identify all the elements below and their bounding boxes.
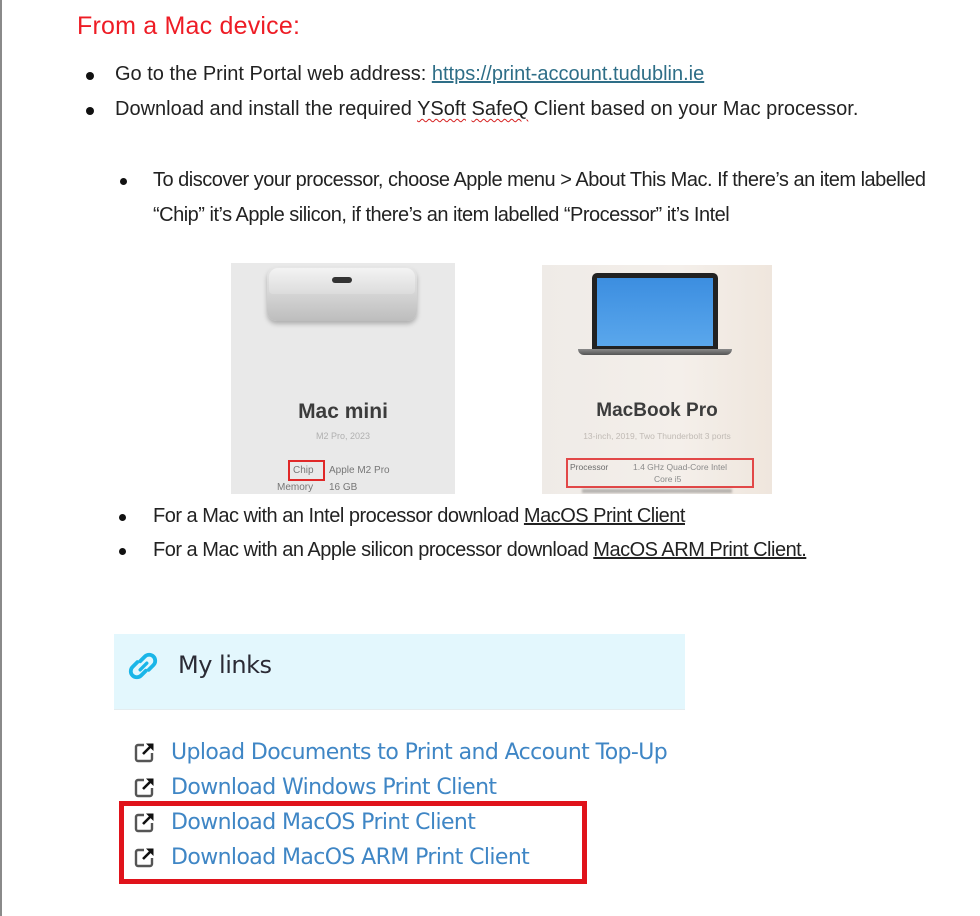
bullet-text: Client based on your Mac processor.: [528, 98, 859, 120]
memory-label: Memory: [277, 482, 314, 493]
sub-bullet-dot: [120, 178, 127, 185]
my-links-header: [114, 634, 685, 710]
mac-mini-title: Mac mini: [298, 400, 388, 423]
apple-logo-icon: [332, 277, 352, 283]
macbook-image: [592, 273, 718, 349]
processor-label: Processor: [570, 462, 609, 472]
bullet-text: For a Mac with an Apple silicon processor download: [153, 539, 594, 561]
memory-value: 16 GB: [329, 482, 358, 493]
bullet-install-client: [115, 93, 895, 126]
link-upload-documents[interactable]: [134, 736, 667, 768]
bullet-text: Go to the Print Portal web address:: [115, 63, 432, 85]
sub-bullet-dot: [119, 548, 126, 555]
mac-mini-about-screenshot: [231, 263, 455, 494]
processor-value-line2: Core i5: [654, 474, 682, 484]
sub-bullet-discover-processor: To discover your processor, choose Apple menu > About This Mac. If there’s an item labelled “Chip” it’s Apple silicon, if there’s an item labelled “Processor” it’s Intel: [153, 169, 926, 226]
mac-mini-subtitle: M2 Pro, 2023: [315, 431, 371, 441]
spellcheck-word-ysoft: YSoft: [417, 98, 466, 120]
macbook-pro-title: MacBook Pro: [596, 400, 718, 421]
mac-mini-image: [267, 267, 417, 321]
sub-bullet-intel: [153, 500, 685, 532]
chip-highlight-box: [288, 460, 325, 481]
bullet-text: Download and install the required: [115, 98, 418, 120]
bullet-dot: [86, 72, 94, 80]
bullet-dot: [86, 107, 94, 115]
bullet-print-portal: [115, 58, 704, 91]
processor-value: 1.4 GHz Quad-Core Intel: [633, 462, 728, 472]
macbook-pro-about-screenshot: [542, 265, 772, 494]
macos-arm-print-client-link[interactable]: MacOS ARM Print Client.: [593, 539, 807, 561]
chip-value: Apple M2 Pro: [329, 465, 390, 476]
print-portal-link[interactable]: https://print-account.tudublin.ie: [431, 63, 705, 85]
macbook-base: [578, 349, 732, 355]
link-label[interactable]: Download Windows Print Client: [171, 774, 497, 800]
external-link-icon: [134, 741, 156, 763]
macos-print-client-link[interactable]: MacOS Print Client: [523, 505, 685, 527]
link-label[interactable]: Download MacOS ARM Print Client: [171, 844, 530, 870]
chip-label: Chip: [293, 465, 314, 476]
spellcheck-word-safeq: SafeQ: [471, 98, 529, 120]
link-download-windows-client[interactable]: [134, 771, 496, 803]
link-label[interactable]: Download MacOS Print Client: [171, 809, 476, 835]
external-link-icon: [134, 776, 156, 798]
bullet-text: For a Mac with an Intel processor download: [153, 505, 524, 527]
chain-link-icon: [124, 647, 162, 685]
macos-links-highlight-box: [119, 801, 587, 884]
sub-bullet-arm: [153, 534, 806, 566]
sub-bullet-dot: [119, 514, 126, 521]
macbook-pro-subtitle: 13-inch, 2019, Two Thunderbolt 3 ports: [583, 431, 731, 441]
cropped-next-row: [582, 489, 732, 493]
my-links-title: My links: [178, 651, 272, 679]
section-heading: From a Mac device:: [77, 12, 301, 40]
processor-highlight-box: [566, 458, 754, 488]
link-label[interactable]: Upload Documents to Print and Account Top-Up: [171, 739, 668, 765]
